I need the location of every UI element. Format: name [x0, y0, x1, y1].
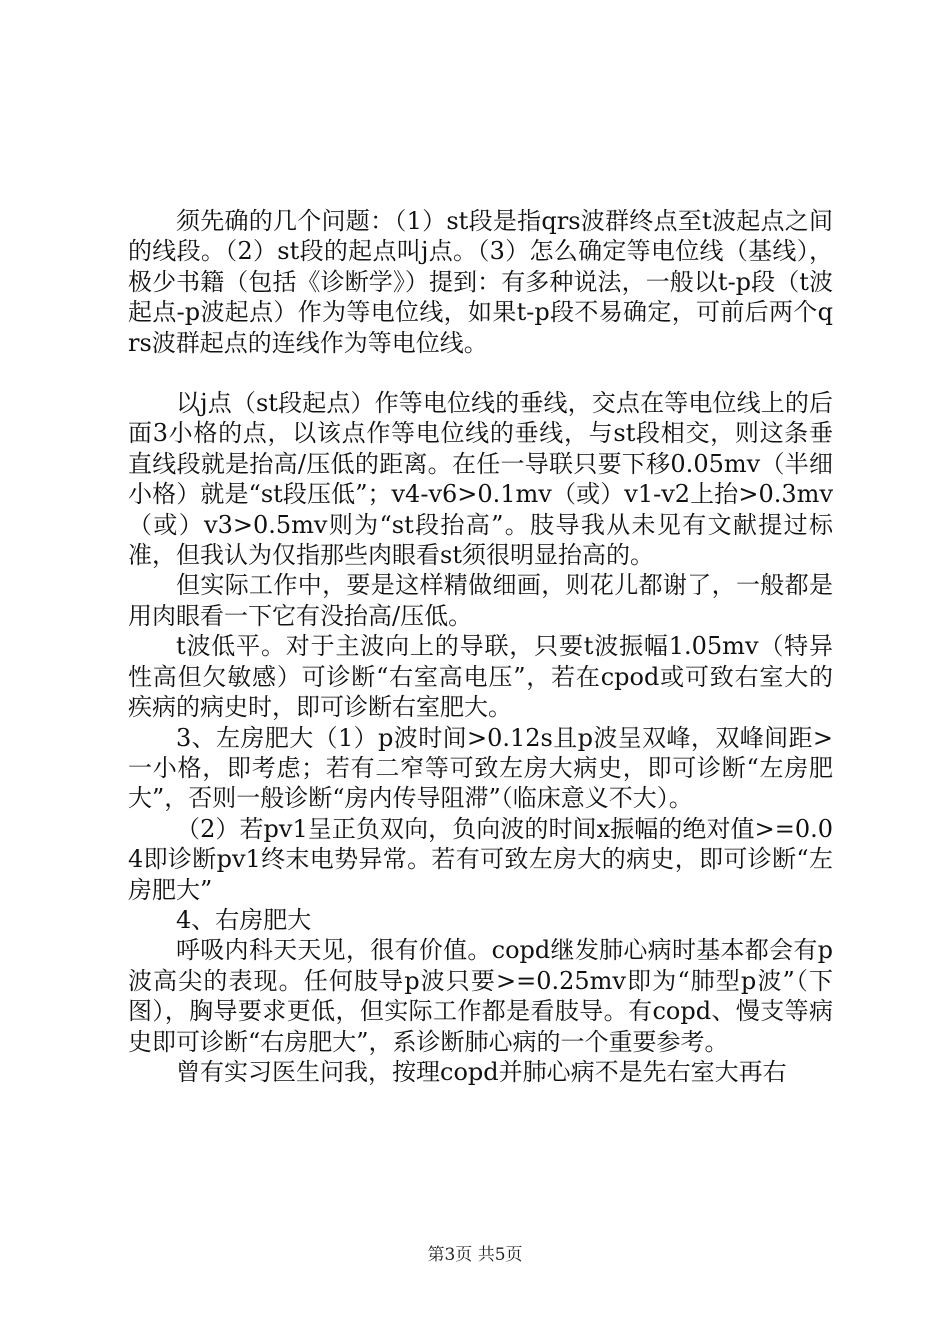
document-body [128, 206, 833, 1087]
paragraph-intern-question: 曾有实习医生问我，按理copd并肺心病不是先右室大再右 [176, 1057, 787, 1086]
paragraph-st-segment-basics: 须先确的几个问题：（1）st段是指qrs波群终点至t波起点之间的线段。（2）st段的起点叫j点。（3）怎么确定等电位线（基线），极少书籍（包括《诊断学》）提到：有多种说法，一般以t-p段（t波起点-p波起点）作为等电位线，如果t-p段不易确定，可前后两个qrs波群起点的连线作为等电位线。 [128, 207, 833, 357]
paragraph-p-pulmonale: 呼吸内科天天见，很有价值。copd继发肺心病时基本都会有p波高尖的表现。任何肢导p波只要>=0.25mv即为“肺型p波”（下图），胸导要求更低，但实际工作都是看肢导。有copd、慢支等病史即可诊断“右房肥大”，系诊断肺心病的一个重要参考。 [128, 936, 833, 1056]
page-number-footer: 第3页 共5页 [427, 1245, 523, 1265]
paragraph-pv1-terminal-force: （2）若pv1呈正负双向，负向波的时间x振幅的绝对值>=0.04即诊断pv1终末电势异常。若有可致左房大的病史，即可诊断“左房肥大” [128, 814, 833, 904]
paragraph-t-wave-flat: t波低平。对于主波向上的导联，只要t波振幅1.05mv（特异性高但欠敏感）可诊断“右室高电压”，若在cpod或可致右室大的疾病的病史时，即可诊断右室肥大。 [128, 632, 833, 722]
paragraph-left-atrial-enlargement: 3、左房肥大（1）p波时间>0.12s且p波呈双峰，双峰间距>一小格，即考虑；若有二窄等可致左房大病史，即可诊断“左房肥大”，否则一般诊断“房内传导阻滞”（临床意义不大）。 [128, 723, 833, 813]
heading-right-atrial-enlargement: 4、右房肥大 [176, 905, 312, 934]
paragraph-practical-work: 但实际工作中，要是这样精做细画，则花儿都谢了，一般都是用肉眼看一下它有没抬高/压低。 [128, 571, 833, 630]
paragraph-st-measurement: 以j点（st段起点）作等电位线的垂线，交点在等电位线上的后面3小格的点，以该点作等电位线的垂线，与st段相交，则这条垂直线段就是抬高/压低的距离。在任一导联只要下移0.05mv（半细小格）就是“st段压低”；v4-v6>0.1mv（或）v1-v2上抬>0.3mv（或）v3>0.5mv则为“st段抬高”。肢导我从未见有文献提过标准，但我认为仅指那些肉眼看st须很明显抬高的。 [128, 389, 833, 570]
